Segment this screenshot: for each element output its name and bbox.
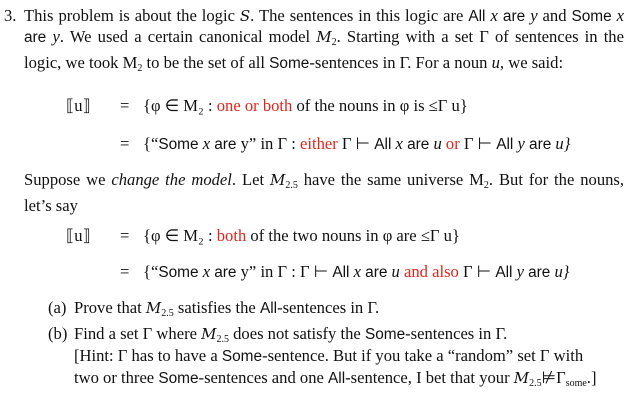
def2-eq2: =: [120, 262, 130, 281]
def2-eq1: =: [120, 226, 130, 245]
def1-line1: {φ ∈ M₂ : one or both of the nouns in φ is ≤Γ u}: [143, 96, 468, 115]
def2-lhs: ⟦u⟧: [66, 226, 91, 245]
def1-lhs: ⟦u⟧: [66, 96, 91, 115]
page: 3. This problem is about the logic S. The sentences in this logic are All x are y and Some x are y. We used a certain canonical model $M_2$. Starting with a set Γ of sentences in the logic, we took $M_2$ to be the set of all Some-sentences in Γ. For a noun u, we said: ⟦u⟧ = {φ ∈ M₂ : one or both of the nouns in φ is ≤Γ u} = {“Some x are y” in Γ : either Γ ⊢ All x are u or Γ ⊢ All y are u} Suppose we change the model. Let $M_{2.5}$ have the same universe $M_2$. But for the nouns, let’s say ⟦u⟧ = {φ ∈ M₂ : both of the two nouns in φ are ≤Γ u} = {“Some x are y” in Γ : Γ ⊢ All x are u and also Γ ⊢ All y are u} (a) Prove that $M_{2.5}$ satisfies the All-sentences in Γ. (b) Find a set Γ where $M_{2.5}$ does not satisfy the Some-sentences in Γ. [Hint: Γ has to have a Some-sentence. But if you take a “random” set Γ with two or three Some-sentences and one All-sentence, I bet that your $M_{2.5}⊭\Gamma_{some}$.]: [4, 6, 625, 389]
def2-line1: {φ ∈ M₂ : both of the two nouns in φ are ≤Γ u}: [143, 226, 460, 245]
def1-eq2: =: [120, 134, 130, 153]
intro-paragraph: 3. This problem is about the logic S. The sentences in this logic are All x are y and Some x are y. We used a certain canonical model $M_2$. Starting with a set Γ of sentences in the logic, we took $M_2$ to be the set of all Some-sentences in Γ. For a noun u, we said:: [4, 6, 625, 74]
def2-line2: {“Some x are y” in Γ : Γ ⊢ All x are u and also Γ ⊢ All y are u}: [143, 262, 570, 281]
problem-number: 3.: [4, 6, 17, 25]
part-b-label: (b): [48, 324, 68, 343]
part-a-label: (a): [48, 298, 67, 317]
def1-eq1: =: [120, 96, 130, 115]
middle-paragraph: Suppose we change the model. Let $M_{2.5}$ have the same universe $M_2$. But for the nouns, let’s say: [24, 170, 625, 215]
def1-line2: {“Some x are y” in Γ : either Γ ⊢ All x are u or Γ ⊢ All y are u}: [143, 134, 571, 153]
